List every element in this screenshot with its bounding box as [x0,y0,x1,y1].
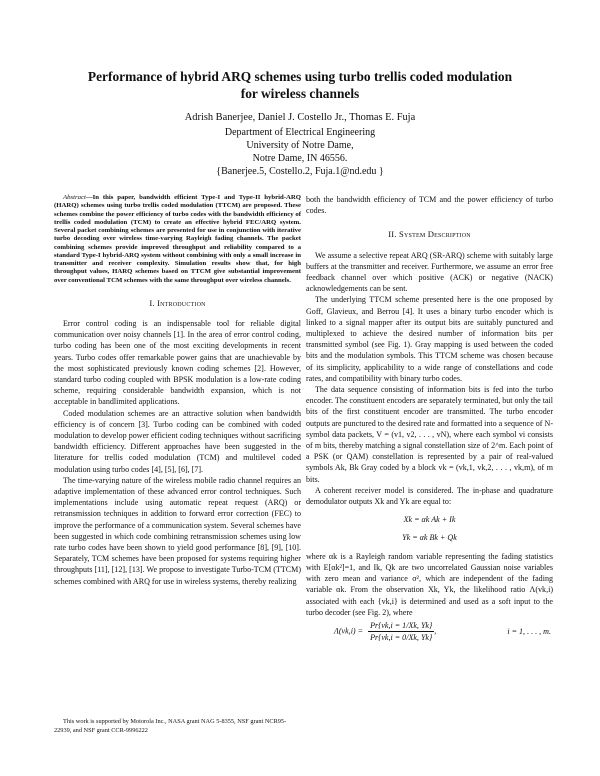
likelihood-lhs: Λ(vk,i) = [334,626,364,636]
affiliation-dept: Department of Electrical Engineering [224,127,376,138]
footnote-text: This work is supported by Motorola Inc., NASA grant NAG 5-8355, NSF grant NCR95-22939, and NSF grant CCR-9996222 [54,718,287,734]
equation-likelihood-ratio [306,620,553,643]
author-block [60,111,540,178]
right-column [306,194,553,643]
intro-paragraph-1: Error control coding is an indispensable tool for reliable digital communication over noisy channels [1]. In the area of error control coding, turbo coding has been one of the most exciting developments in recent years. Turbo codes offer remarkable power gains that are unachievable by the most sophisticated previously known coding schemes [2]. However, standard turbo coding coupled with BPSK modulation is a low-rate coding scheme, requiring considerable bandwidth expansion, which is not acceptable in bandlimited applications. [54,318,301,407]
title-line-1: Performance of hybrid ARQ schemes using turbo trellis coded modulation [87,69,513,84]
affiliation-city: Notre Dame, IN 46556. [252,153,348,164]
title-line-2: for wireless channels [240,86,360,101]
author-names: Adrish Banerjee, Daniel J. Costello Jr., Thomas E. Fuja [184,112,416,123]
abstract-text: —In this paper, bandwidth efficient Type-I and Type-II hybrid-ARQ (HARQ) schemes using turbo trellis coded modulation (TTCM) are proposed. These schemes combine the power efficiency of turbo codes with the bandwidth efficiency of trellis coded modulation (TCM) to create an effective hybrid FEC/ARQ system. Several packet combining schemes are presented for use in conjunction with iterative turbo decoding over wireless time-varying Rayleigh fading channels. The packet combining schemes provide improved throughput and reliability compared to a standard Type-I hybrid-ARQ system without combining with only a small increase in transmitter and receiver complexity. Simulation results show that, for high throughput values, HARQ schemes based on TTCM give substantial improvement over conventional TCM schemes with the same throughput over wireless channels. [54,194,301,284]
system-paragraph-5: where αk is a Rayleigh random variable representing the fading statistics with E[αk²]=1, and Ik, Qk are two uncorrelated Gaussian noise variables with zero mean and variance σ², which are independent of the fading variable αk. From the observation Xk, Yk, the likelihood ratio Λ(vk,i) associated with each {vk,i} is determined and used as a soft input to the turbo decoder (see Fig. 2), where [306,551,553,617]
continued-paragraph: both the bandwidth efficiency of TCM and the power efficiency of turbo codes. [306,195,553,216]
intro-paragraph-2: Coded modulation schemes are an attractive solution when bandwidth efficiency is of concern [3]. Turbo coding can be combined with coded modulation to develop power efficient coding techniques without sacrificing bandwidth efficiency. Different approaches have been suggested in the literature for trellis coded modulation (TCM) and multilevel coded modulation using turbo codes [4], [5], [6], [7]. [54,408,301,474]
system-paragraph-2: The underlying TTCM scheme presented here is the one proposed by Goff, Glavieux, and Berrou [4]. It uses a binary turbo encoder which is linked to a signal mapper after its output bits are suitably punctured and multiplexed to achieve the desired number of information bits per transmitted symbol (see Fig. 1). Gray mapping is used between the coded bits and the modulation symbols. This TTCM scheme was chosen because of its simplicity, applicability to a wide range of constellations and code rates, and compatibility with binary turbo codes. [306,295,553,383]
footnote [54,718,301,735]
equation-yk: Yk = αk Bk + Qk [402,533,457,543]
system-paragraph-1: We assume a selective repeat ARQ (SR-ARQ) scheme with suitably large buffers at the transmitter and receiver. Furthermore, we assume an error free feedback channel over which positive (ACK) or negative (NACK) acknowledgements can be sent. [306,250,553,294]
system-paragraph-4: A coherent receiver model is considered. The in-phase and quadrature demodulator outputs Xk and Yk are equal to: [306,485,553,507]
likelihood-denominator: Pr{vk,i = 0/Xk, Yk} [370,633,433,643]
system-paragraph-3: The data sequence consisting of information bits is fed into the turbo encoder. The constituent encoders are separately terminated, but only the tail bits of the first constituent encoder are transmitted. The turbo encoder outputs are punctured to the desired rate and formatted into a sequence of N-symbol data packets, V = (v1, v2, . . . , vN), where each symbol vi consists of m bits, thereby matching a signal constellation size of 2^m. Each point of a PSK (or QAM) constellation is represented by a pair of real-valued symbols Ak, Bk Gray coded by a block vk = (vk,1, vk,2, . . . , vk,m), of m bits. [306,385,553,484]
abstract-label: Abstract [63,194,86,201]
likelihood-numerator: Pr{vk,i = 1/Xk, Yk} [368,620,434,632]
likelihood-comma: , [434,626,437,636]
affiliation-univ: University of Notre Dame, [246,140,354,151]
likelihood-index-range: i = 1, . . . , m. [507,627,551,636]
section-heading-system-description: II. System Description [388,229,471,240]
paper-title [60,68,540,102]
abstract [54,194,301,285]
intro-paragraph-3: The time-varying nature of the wireless mobile radio channel requires an adaptive implementation of these advanced error control techniques. Such implementations include using automatic repeat request (ARQ) or retransmission techniques in addition to forward error correction (FEC) to improve the performance of a communication system. Several schemes have been suggested in which code combining retransmission schemes using low rate turbo codes have been shown to yield good performance [8], [9], [10]. Separately, TCM schemes have been proposed for systems requiring higher throughputs [11], [12], [13]. We propose to investigate Turbo-TCM (TTCM) schemes combined with ARQ for use in wireless systems, thereby realizing [54,475,301,586]
likelihood-fraction [368,620,437,643]
equation-xk: Xk = αk Ak + Ik [403,515,456,525]
section-heading-introduction: I. Introduction [149,297,206,308]
affiliation-email: {Banerjee.5, Costello.2, Fuja.1@nd.edu } [216,166,384,177]
left-column [54,194,301,587]
